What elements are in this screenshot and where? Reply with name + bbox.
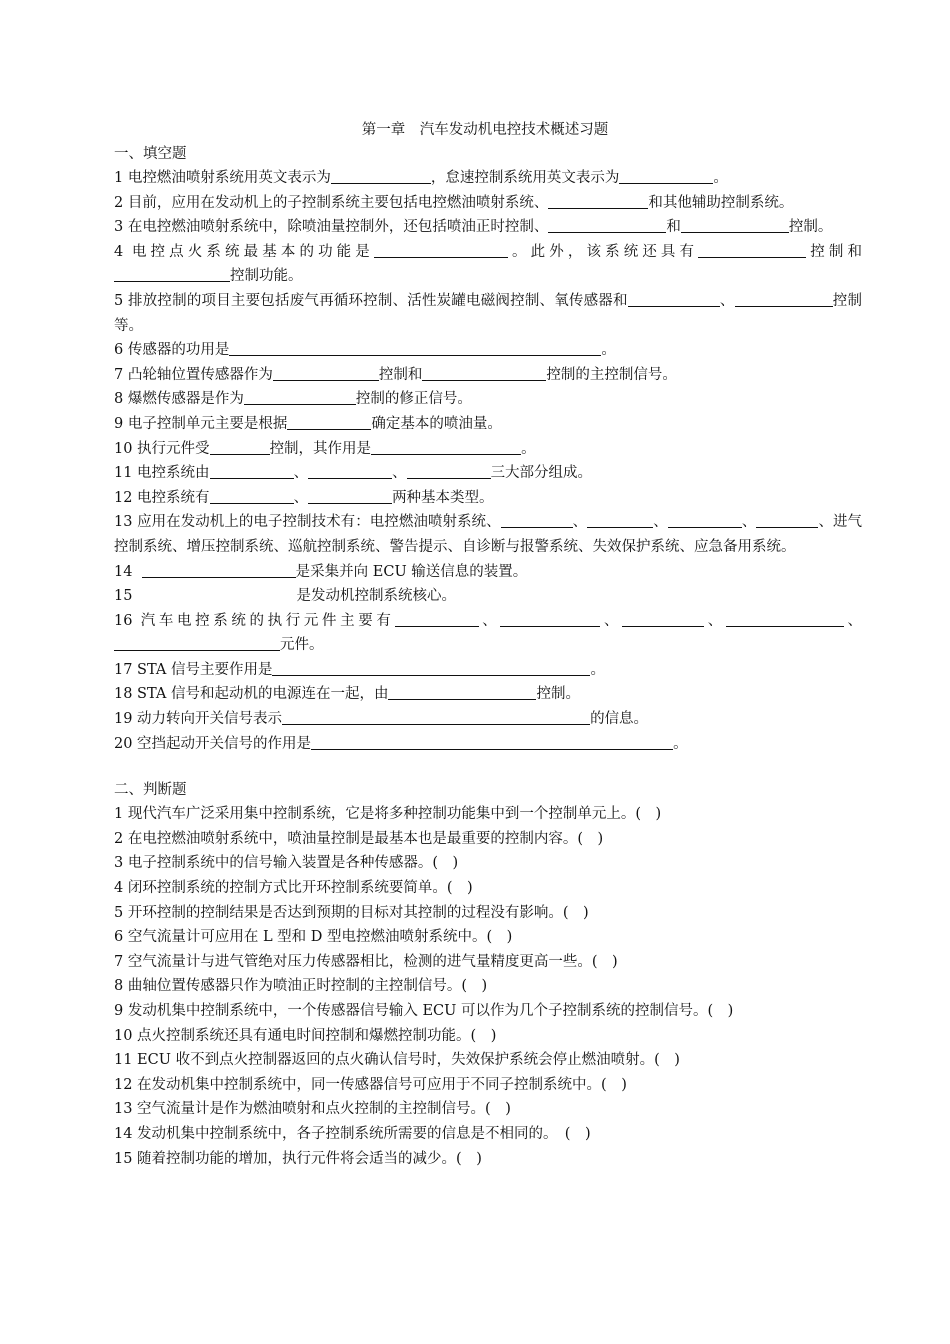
answer-blank[interactable]	[407, 462, 491, 479]
answer-blank[interactable]	[388, 683, 536, 700]
true-false-question: 2 在电控燃油喷射系统中，喷油量控制是最基本也是最重要的控制内容。( )	[114, 830, 604, 847]
true-false-question: 13 空气流量计是作为燃油喷射和点火控制的主控制信号。( )	[114, 1101, 511, 1118]
true-false-question: 10 点火控制系统还具有通电时间控制和爆燃控制功能。( )	[114, 1027, 497, 1044]
answer-blank[interactable]	[548, 216, 666, 233]
true-false-question: 5 开环控制的控制结果是否达到预期的目标对其控制的过程没有影响。( )	[114, 904, 589, 921]
answer-blank[interactable]	[210, 462, 294, 479]
fill-question-18: 18 STA 信号和起动机的电源连在一起，由 控制。	[114, 682, 862, 707]
fill-question-16: 16 汽车电控系统的执行元件主要有 、 、 、 、元件。	[114, 609, 862, 658]
fill-question-5: 5 排放控制的项目主要包括废气再循环控制、活性炭罐电磁阀控制、氧传感器和 、 控制等。	[114, 289, 862, 338]
fill-question-17: 17 STA 信号主要作用是 。	[114, 658, 862, 683]
answer-blank[interactable]	[282, 708, 590, 725]
fill-question-14: 14 是采集并向 ECU 输送信息的装置。	[114, 560, 862, 585]
true-false-question: 11 ECU 收不到点火控制器返回的点火确认信号时，失效保护系统会停止燃油喷射。( )	[114, 1052, 680, 1069]
answer-blank[interactable]	[628, 290, 720, 307]
document-page	[114, 118, 862, 1171]
true-false-question: 12 在发动机集中控制系统中，同一传感器信号可应用于不同子控制系统中。( )	[114, 1076, 627, 1093]
answer-blank[interactable]	[374, 241, 508, 258]
answer-blank[interactable]	[548, 192, 648, 209]
true-false-question: 14 发动机集中控制系统中，各子控制系统所需要的信息是不相同的。 ( )	[114, 1125, 591, 1142]
answer-blank[interactable]	[308, 462, 392, 479]
answer-blank[interactable]	[698, 241, 806, 258]
answer-blank[interactable]	[229, 339, 601, 356]
fill-question-2: 2 目前，应用在发动机上的子控制系统主要包括电控燃油喷射系统、 和其他辅助控制系统。	[114, 191, 862, 216]
true-false-question: 15 随着控制功能的增加，执行元件将会适当的减少。( )	[114, 1150, 482, 1167]
answer-blank[interactable]	[619, 167, 713, 184]
true-false-question: 3 电子控制系统中的信号输入装置是各种传感器。( )	[114, 855, 459, 872]
fill-question-15: 15 是发动机控制系统核心。	[114, 588, 456, 605]
fill-question-8: 8 爆燃传感器是作为 控制的修正信号。	[114, 387, 862, 412]
answer-blank[interactable]	[273, 364, 379, 381]
answer-blank[interactable]	[735, 290, 833, 307]
answer-blank[interactable]	[308, 487, 392, 504]
answer-blank[interactable]	[622, 610, 704, 627]
answer-blank[interactable]	[501, 511, 573, 528]
answer-blank[interactable]	[726, 610, 844, 627]
answer-blank[interactable]	[395, 610, 479, 627]
section-spacer	[114, 756, 862, 778]
answer-blank[interactable]	[668, 511, 742, 528]
answer-blank[interactable]	[210, 438, 270, 455]
answer-blank[interactable]	[114, 265, 230, 282]
answer-blank[interactable]	[287, 413, 371, 430]
true-false-list	[114, 802, 862, 1171]
answer-blank[interactable]	[114, 634, 280, 651]
answer-blank[interactable]	[681, 216, 789, 233]
section-fill-blank-heading: 一、填空题	[114, 146, 187, 162]
answer-blank[interactable]	[331, 167, 431, 184]
fill-question-11: 11 电控系统由 、 、 三大部分组成。	[114, 461, 862, 486]
answer-blank[interactable]	[142, 561, 296, 578]
answer-blank[interactable]	[272, 659, 590, 676]
true-false-question: 9 发动机集中控制系统中，一个传感器信号输入 ECU 可以作为几个子控制系统的控制信号。( )	[114, 1003, 734, 1019]
fill-question-20: 20 空挡起动开关信号的作用是 。	[114, 732, 862, 757]
fill-question-13: 13 应用在发动机上的电子控制技术有：电控燃油喷射系统、 、 、 、 、进气控制系统、增压控制系统、巡航控制系统、警告提示、自诊断与报警系统、失效保护系统、应急备用系统。	[114, 510, 862, 559]
answer-blank[interactable]	[500, 610, 600, 627]
true-false-question: 1 现代汽车广泛采用集中控制系统，它是将多种控制功能集中到一个控制单元上。( )	[114, 806, 662, 823]
fill-question-19: 19 动力转向开关信号表示 的信息。	[114, 707, 862, 732]
true-false-question: 6 空气流量计可应用在 L 型和 D 型电控燃油喷射系统中。( )	[114, 929, 513, 946]
true-false-question: 4 闭环控制系统的控制方式比开环控制系统要简单。( )	[114, 880, 473, 897]
fill-question-4: 4 电控点火系统最基本的功能是 。此外，该系统还具有 控制和控制功能。	[114, 240, 862, 289]
true-false-question: 8 曲轴位置传感器只作为喷油正时控制的主控制信号。( )	[114, 978, 488, 995]
fill-question-7: 7 凸轮轴位置传感器作为 控制和 控制的主控制信号。	[114, 363, 862, 388]
answer-blank[interactable]	[422, 364, 546, 381]
fill-question-6: 6 传感器的功用是 。	[114, 338, 862, 363]
fill-question-12: 12 电控系统有 、 两种基本类型。	[114, 486, 862, 511]
fill-question-10: 10 执行元件受 控制，其作用是 。	[114, 437, 862, 462]
fill-question-3: 3 在电控燃油喷射系统中，除喷油量控制外，还包括喷油正时控制、 和 控制。	[114, 215, 862, 240]
page-title: 第一章 汽车发动机电控技术概述习题	[361, 122, 609, 138]
fill-question-1: 1 电控燃油喷射系统用英文表示为 ，怠速控制系统用英文表示为 。	[114, 166, 862, 191]
answer-blank[interactable]	[244, 388, 356, 405]
answer-blank[interactable]	[587, 511, 653, 528]
answer-blank[interactable]	[311, 733, 673, 750]
true-false-question: 7 空气流量计与进气管绝对压力传感器相比，检测的进气量精度更高一些。( )	[114, 953, 618, 970]
answer-blank[interactable]	[371, 438, 521, 455]
fill-question-9: 9 电子控制单元主要是根据 确定基本的喷油量。	[114, 412, 862, 437]
section-true-false-heading: 二、判断题	[114, 782, 187, 799]
answer-blank[interactable]	[210, 487, 294, 504]
answer-blank[interactable]	[756, 511, 818, 528]
